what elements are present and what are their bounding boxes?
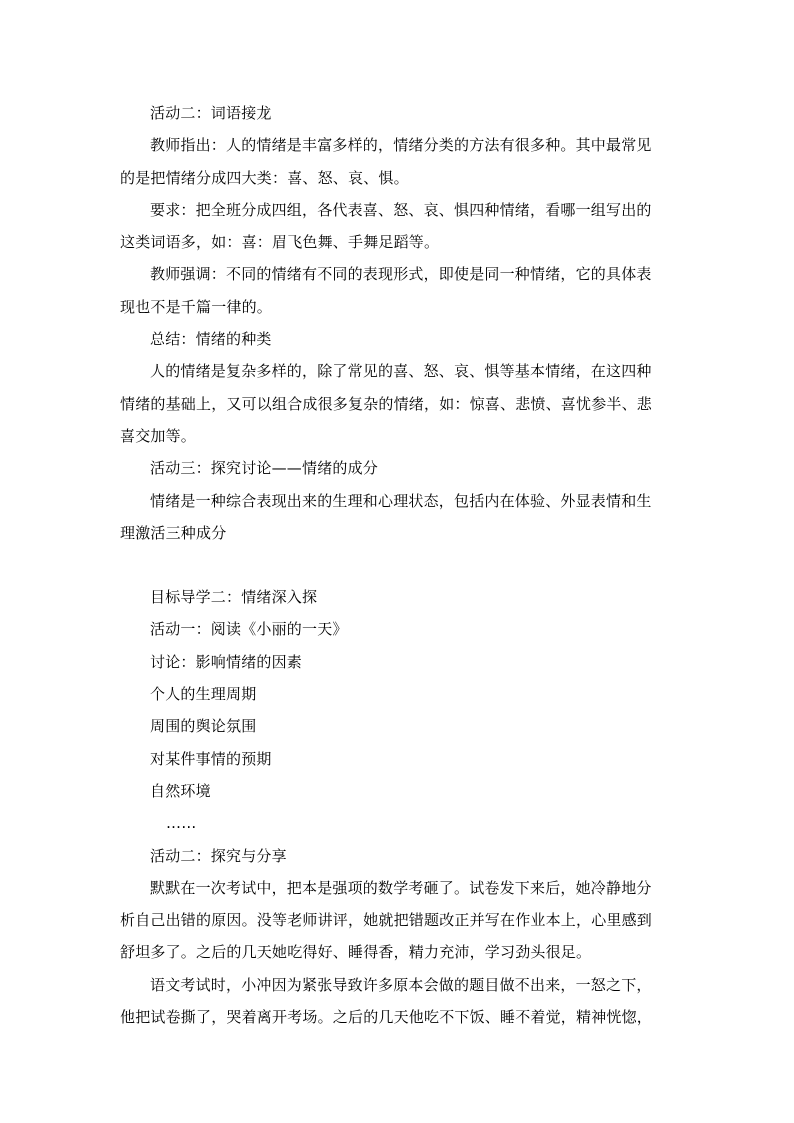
teacher-emphasis-line-1: 教师强调：不同的情绪有不同的表现形式，即使是同一种情绪，它的具体表 bbox=[150, 265, 652, 284]
story-one-line-3: 舒坦多了。之后的几天她吃得好、睡得香，精力充沛，学习劲头很足。 bbox=[120, 943, 592, 962]
document-body bbox=[120, 97, 680, 1033]
factor-item: 对某件事情的预期 bbox=[150, 749, 272, 768]
factor-item: 周围的舆论氛围 bbox=[150, 717, 257, 736]
story-one-line-1: 默默在一次考试中，把本是强项的数学考砸了。试卷发下来后，她冷静地分 bbox=[150, 878, 652, 897]
factor-item: 自然环境 bbox=[150, 781, 211, 800]
ellipsis: …… bbox=[166, 814, 197, 833]
components-line-1: 情绪是一种综合表现出来的生理和心理状态，包括内在体验、外显表情和生 bbox=[150, 491, 652, 510]
summary-line-1: 人的情绪是复杂多样的，除了常见的喜、怒、哀、惧等基本情绪，在这四种 bbox=[150, 362, 652, 381]
story-two-line-1: 语文考试时，小冲因为紧张导致许多原本会做的题目做不出来，一怒之下， bbox=[150, 975, 652, 994]
activity-two-heading: 活动二：词语接龙 bbox=[150, 104, 272, 122]
activity-two-share-heading: 活动二：探究与分享 bbox=[150, 846, 287, 865]
story-one-line-2: 析自己出错的原因。没等老师讲评，她就把错题改正并写在作业本上，心里感到 bbox=[120, 911, 653, 930]
activity-one-heading: 活动一：阅读《小丽的一天》 bbox=[150, 620, 348, 639]
factor-item: 个人的生理周期 bbox=[150, 685, 257, 704]
activity-three-heading: 活动三：探究讨论——情绪的成分 bbox=[150, 459, 379, 478]
summary-heading: 总结：情绪的种类 bbox=[150, 330, 272, 349]
story-two-line-2: 他把试卷撕了，哭着离开考场。之后的几天他吃不下饭、睡不着觉，精神恍惚， bbox=[120, 1008, 653, 1027]
teacher-point-line-2: 的是把情绪分成四大类：喜、怒、哀、惧。 bbox=[120, 168, 409, 187]
components-line-2: 理激活三种成分 bbox=[120, 523, 227, 542]
teacher-point-line-1: 教师指出：人的情绪是丰富多样的，情绪分类的方法有很多种。其中最常见 bbox=[150, 136, 652, 155]
section-spacer bbox=[120, 549, 680, 581]
teacher-emphasis-line-2: 现也不是千篇一律的。 bbox=[120, 297, 273, 316]
discussion-heading: 讨论：影响情绪的因素 bbox=[150, 652, 303, 671]
summary-line-2: 情绪的基础上，又可以组合成很多复杂的情绪，如：惊喜、悲愤、喜忧参半、悲 bbox=[120, 394, 653, 413]
goal-heading: 目标导学二：情绪深入探 bbox=[150, 588, 318, 607]
requirement-line-1: 要求：把全班分成四组，各代表喜、怒、哀、惧四种情绪，看哪一组写出的 bbox=[150, 200, 652, 219]
summary-line-3: 喜交加等。 bbox=[120, 426, 197, 445]
requirement-line-2: 这类词语多，如：喜：眉飞色舞、手舞足蹈等。 bbox=[120, 233, 440, 252]
